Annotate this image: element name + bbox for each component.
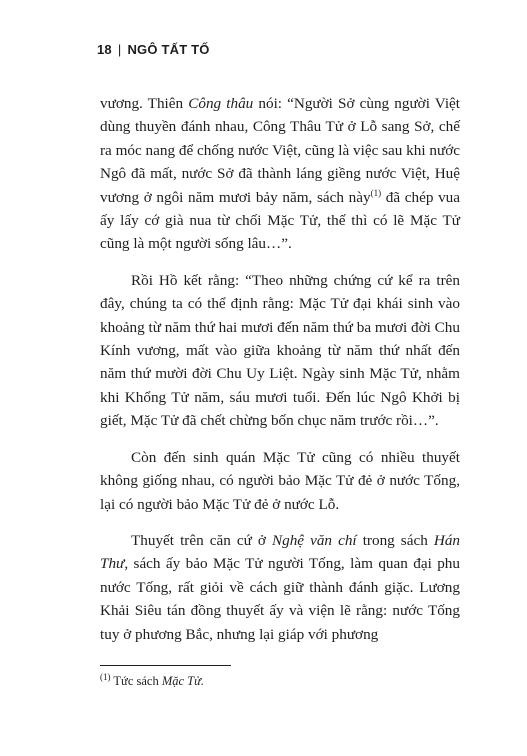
text-run: vương. Thiên: [100, 95, 189, 112]
text-run: Thuyết trên căn cứ ở: [131, 531, 272, 549]
italic-title: Nghệ văn chí: [271, 531, 357, 549]
text-run: , sách ấy bảo Mặc Tử người Tống, làm quan đại phu nước Tống, rất giỏi về cách giữ thành đánh giặc. Lương Khải Siêu tán đồng thuyết ấy và viện lẽ rằng: nước Tống tuy ở phương Bắc, nhưng lại giáp với phương: [100, 555, 460, 643]
footnote-ref: (1): [370, 187, 382, 198]
body-text: [100, 92, 460, 659]
author-name: NGÔ TẤT TỐ: [127, 42, 210, 57]
footnote: [100, 671, 205, 689]
footnote-italic: Mặc Tử.: [161, 674, 205, 688]
page-number: 18: [97, 42, 112, 57]
paragraph: [100, 92, 460, 256]
paragraph: Còn đến sinh quán Mặc Tử cũng có nhiều thuyết không giống nhau, có người bảo Mặc Tử đẻ ở nước Tống, lại có người bảo Mặc Tử đẻ ở nước Lỗ.: [100, 448, 460, 513]
footnote-marker: (1): [100, 671, 111, 682]
footnote-divider: [100, 665, 231, 666]
text-run: nói: “Người Sở cùng người Việt dùng thuyền đánh nhau, Công Thâu Tử ở Lỗ sang Sở, chế ra móc nang để chống nước Việt, cũng là việc sau khi nước Ngô đã mất, nước Sở đã thành láng giềng nước Việt, Huệ vương ở ngôi năm mươi bảy năm, sách này: [100, 95, 460, 206]
running-header: [97, 42, 210, 57]
italic-title: Hán Thư: [100, 531, 461, 573]
footnote-text: Tức sách: [113, 674, 162, 688]
text-run: đã chép vua ấy lấy cớ già nua từ chối Mặc Tử, thế thì có lẽ Mặc Tử cũng là một người sống lâu…”.: [100, 188, 461, 253]
paragraph: Rồi Hồ kết rằng: “Theo những chứng cứ kể ra trên đây, chúng ta có thể định rằng: Mặc Tử đại khái sinh vào khoảng từ năm thứ hai mươi đến năm thứ ba mươi đời Chu Kính vương, mất vào giữa khoảng từ năm thứ nhất đến năm thứ mười đời Chu Uy Liệt. Ngày sinh Mặc Tử, nhằm khi Khổng Tử năm, sáu mươi tuổi. Đến lúc Ngô Khởi bị giết, Mặc Tử đã chết chừng bốn chục năm trước rồi…”.: [100, 271, 460, 430]
header-divider: |: [117, 42, 122, 57]
text-run: trong sách: [356, 531, 434, 549]
paragraph: [100, 529, 460, 646]
italic-title: Công thâu: [188, 95, 254, 112]
